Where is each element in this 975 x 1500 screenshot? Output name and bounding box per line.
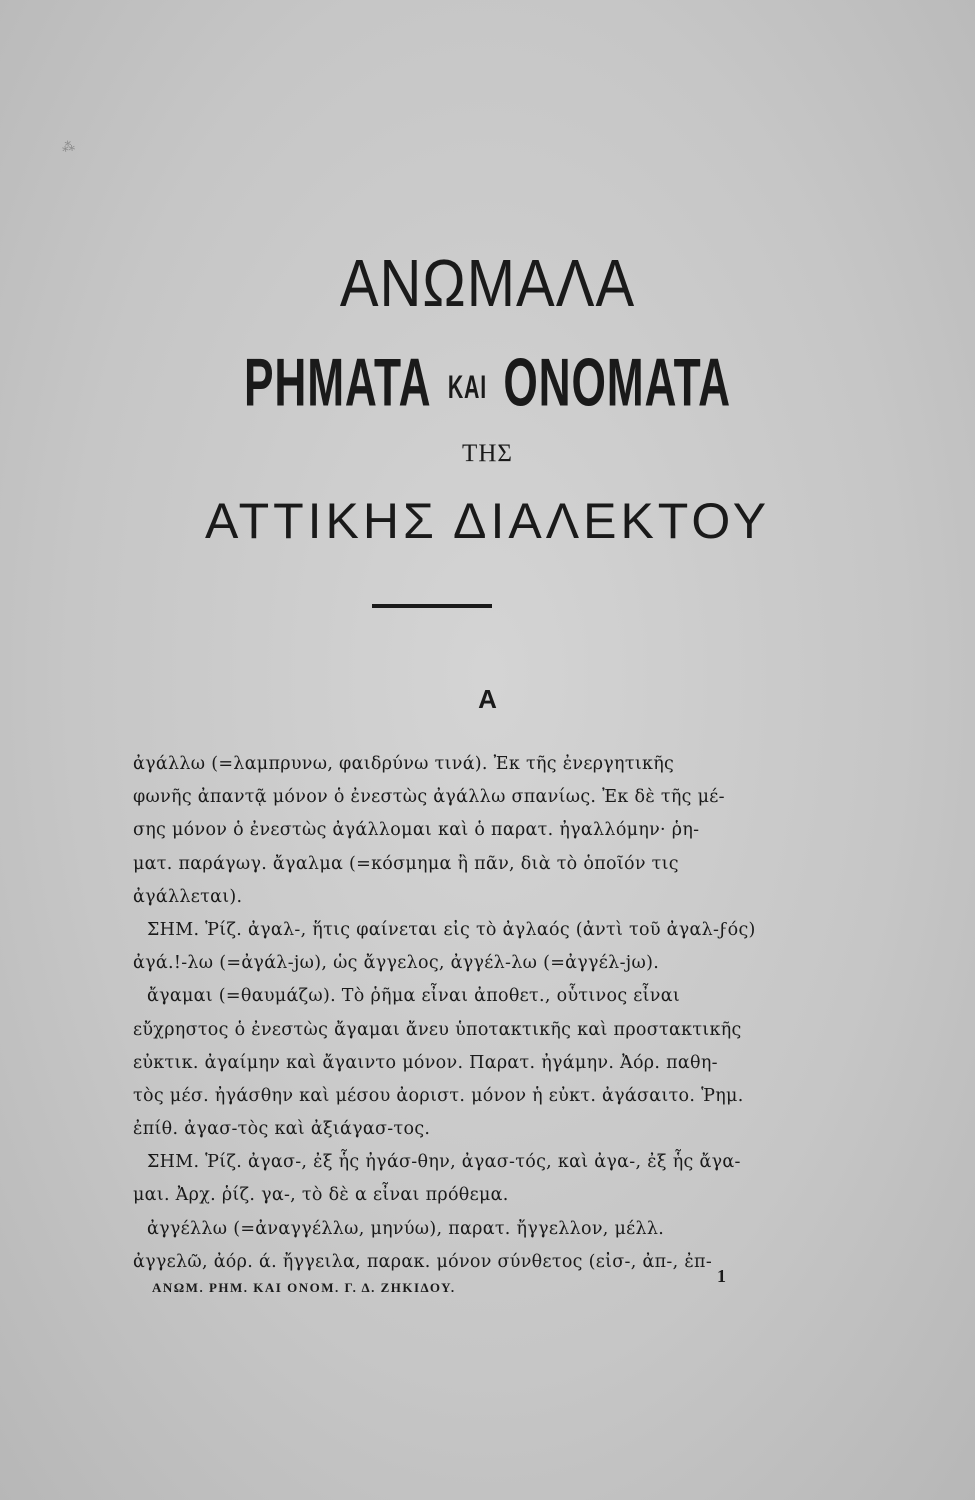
body-line: ἀγγέλλω (=ἀναγγέλλω, μηνύω), παρατ. ἤγγελλον, μέλλ.	[147, 1218, 665, 1239]
section-letter: Α	[478, 684, 497, 714]
body-line: ἄγαμαι (=θαυμάζω). Τὸ ῥῆμα εἶναι ἀποθετ., οὗτινος εἶναι	[147, 986, 681, 1007]
body-line: εὔχρηστος ὁ ἐνεστὼς ἄγαμαι ἄνευ ὑποτακτικῆς καὶ προστακτικῆς	[133, 1019, 742, 1040]
body-line: ἀγάλλεται).	[133, 886, 243, 907]
body-line: ΣΗΜ. Ῥίζ. ἀγασ-, ἐξ ἧς ἠγάσ-θην, ἀγασ-τός, καὶ ἀγα-, ἐξ ἧς ἄγα-	[147, 1152, 741, 1173]
title-word-kai: ΚΑΙ	[447, 368, 488, 406]
body-line: ματ. παράγωγ. ἄγαλμα (=κόσμημα ἢ πᾶν, διὰ τὸ ὁποῖόν τις	[133, 853, 679, 874]
body-line: ΣΗΜ. Ῥίζ. ἀγαλ-, ἥτις φαίνεται εἰς τὸ ἀγλαός (ἀντὶ τοῦ ἀγαλ-ϝός)	[147, 919, 756, 940]
signature-mark: 1	[717, 1266, 726, 1286]
body-line: ἀγάλλω (=λαμπρυνω, φαιδρύνω τινά). Ἐκ τῆς ἐνεργητικῆς	[133, 754, 675, 774]
body-line: τὸς μέσ. ἠγάσθην καὶ μέσου ἀοριστ. μόνον ἡ εὐκτ. ἀγάσαιτο. Ῥημ.	[133, 1085, 744, 1106]
body-text	[133, 748, 785, 1279]
title-line-1: ΑΝΩΜΑΛΑ	[339, 246, 636, 321]
page-footer: ΑΝΩΜ. ΡΗΜ. ΚΑΙ ΟΝΟΜ. Γ. Δ. ΖΗΚΙΔΟΥ.	[152, 1280, 456, 1295]
title-word-rhemata: ΡΗΜΑΤΑ	[244, 345, 432, 421]
title-divider-rule	[372, 604, 492, 608]
title-word-onomata: ΟΝΟΜΑΤΑ	[503, 345, 731, 421]
ink-smudge: ⁂	[61, 139, 76, 156]
title-line-2	[88, 344, 888, 422]
body-line: ἐπίθ. ἀγασ-τὸς καὶ ἀξιάγασ-τος.	[133, 1119, 431, 1140]
title-line-3: ΤΗΣ	[462, 440, 513, 467]
body-line: εὐκτικ. ἀγαίμην καὶ ἄγαιντο μόνον. Παρατ. ἠγάμην. Ἀόρ. παθη-	[133, 1052, 718, 1073]
body-line: φωνῆς ἀπαντᾷ μόνον ὁ ἐνεστὼς ἀγάλλω σπανίως. Ἐκ δὲ τῆς μέ-	[133, 787, 725, 808]
body-line: μαι. Ἀρχ. ῥίζ. γα-, τὸ δὲ α εἶναι πρόθεμα.	[133, 1185, 509, 1206]
body-line: ἀγά.!-λω (=ἀγάλ-jω), ὡς ἄγγελος, ἀγγέλ-λω (=ἀγγέλ-jω).	[133, 953, 660, 974]
body-line: ἀγγελῶ, ἀόρ. ά. ἤγγειλα, παρακ. μόνον σύνθετος (εἰσ-, ἀπ-, ἐπ-	[133, 1251, 713, 1272]
body-line: σης μόνον ὁ ἐνεστὼς ἀγάλλομαι καὶ ὁ παρατ. ἠγαλλόμην· ῥη-	[133, 820, 700, 841]
title-line-4: ΑΤΤΙΚΗΣ ΔΙΑΛΕΚΤΟΥ	[204, 493, 771, 549]
